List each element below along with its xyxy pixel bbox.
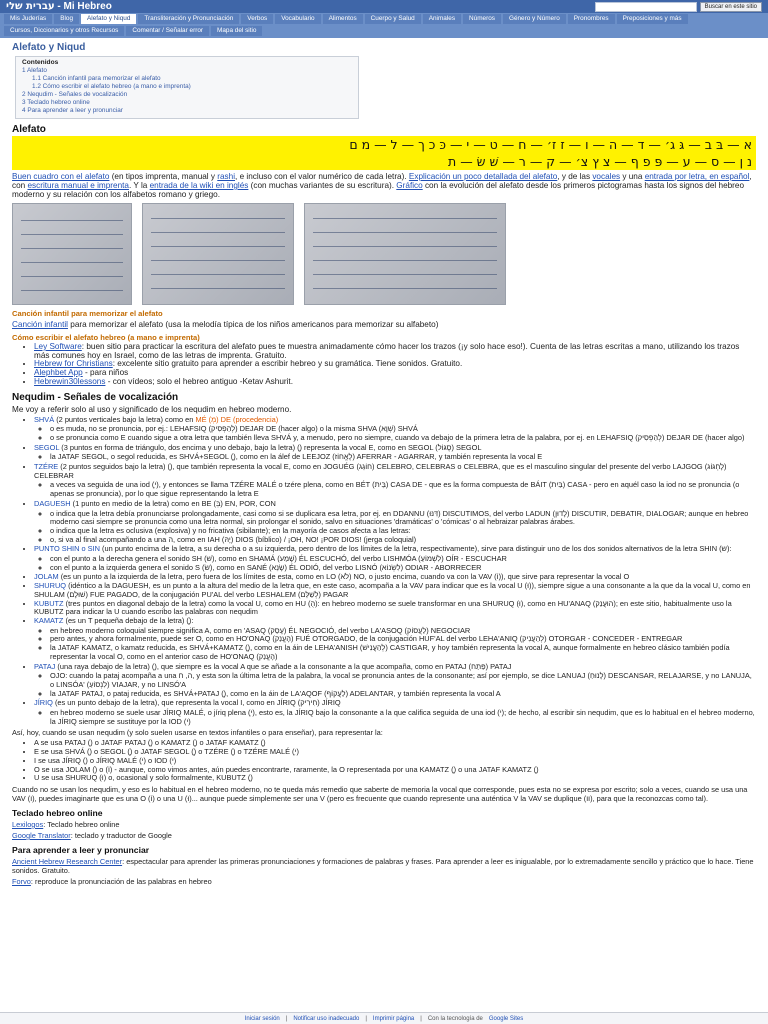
footer-report-link[interactable]: Notificar uso inadecuado (293, 1015, 360, 1022)
nequdim-sublist (34, 510, 756, 545)
nequdim-item (34, 545, 756, 572)
nequdim-subitem: ◦ o, si va al final acompañando a una ה, como en IAH (יָהּ) DIOS (bíblico) / ¡OH, NO! ¡POR DIOS! (jerga coloquial) (50, 536, 756, 545)
nav-tab[interactable]: Pronombres (568, 14, 615, 24)
nequdim-item (34, 582, 756, 599)
nequdim-description: (una raya debajo de la letra) (ַ), que siempre es la vocal A que se añade a la consonante a la que acompaña, como en PATAJ (פַּתַח) PATAJ (55, 661, 512, 671)
nequdim-item (34, 444, 756, 462)
vowel-summary-item: • O se usa JOLAM (ֹ) o (וֹ) - aunque, como vimos antes, aún puedes encontrarte, raramente, la O representada por una KAMATZ (ָ) o una JATAF KAMATZ (ֳ) (34, 766, 756, 775)
intro-text: , e incluso con el valor numérico de cada letra). (235, 172, 409, 181)
vowel-summary-list (12, 739, 756, 783)
nav-tab[interactable]: Preposiciones y más (617, 14, 688, 24)
footer-login-link[interactable]: Iniciar sesión (244, 1015, 280, 1022)
nequdim-name: DAGUESH (34, 498, 71, 508)
toc-link[interactable]: 4 Para aprender a leer y pronunciar (22, 107, 123, 114)
footer-separator: | (420, 1015, 422, 1022)
nequdim-sublist (34, 555, 756, 572)
nav-tab[interactable]: Vocabulario (275, 14, 320, 24)
nequdim-subitem: ◦ o indica que la letra es oclusiva (explosiva) y no fricativa (sibilante); en la mayoría de casos afecta a las letras: (50, 527, 756, 536)
alefato-banner-row-1: א — בּ ב — גּ ג׳ — ד — ה — ו — ז ז׳ — ח — ט — י — כּ כ ך — ל — מ ם (12, 136, 756, 153)
nav-tab[interactable]: Alefato y Niqud (81, 14, 136, 24)
song-text: para memorizar el alefato (usa la melodía típica de los niños americanos para memorizar su alfabeto) (67, 320, 439, 329)
nequdim-subitem: ◦ en hebreo moderno se suele usar JÍRIQ MALÉ, o jíriq plena (ִי), esto es, la JÍRIQ bajo la consonante a la que califica seguida de una iod (י); de hecho, al escribir sin nequdim, que es lo habitual en el hebreo moderno, la JÍRIQ siempre se sustituye por la IOD (י) (50, 709, 756, 726)
resource-link[interactable]: Hebrewin30lessons (34, 376, 106, 386)
nequdim-subitem: ◦ o es muda, no se pronuncia, por ej.: LEHAFSIQ (לְהַפְסִיק) DEJAR DE (hacer algo) o la misma SHVA (שְׁוָא) SHVÁ (50, 425, 756, 434)
learn-resources (12, 857, 756, 886)
song-paragraph (12, 320, 756, 329)
nequdim-closing: Cuando no se usan los nequdim, y eso es lo habitual en el hebreo moderno, no te queda más remedio que saberte de memoria la vocal que corresponde, pues esta no se expresa por escrito; solo a veces, cuando se usa una VAV (ו), puedes imaginarte que es una O (וֹ) o una U (וּ)... aunque puede simplemente ser una V (pero es frecuente que cuando represente una auténtica V la VAV se duplique (וו), para que la reconozcas como tal). (12, 784, 748, 803)
nequdim-subitem: ◦ o indica que la letra debía pronunciarse prolongadamente, casi como si se duplicara esa letra, por ej. en DDANNU (דִּנּוּ) DISCUTIMOS, del verbo LADUN (לָדוּן) DISCUTIR, DEBATIR, DIALOGAR; aunque en hebreo moderno casi siempre se pronuncia como una letra normal, sin prolongar el sonido, salvo en situaciones 'dramáticas' o 'cómicas' o al hebraizar palabras árabes. (50, 510, 756, 527)
nequdim-sublist (34, 709, 756, 726)
nequdim-subitem: ◦ en hebreo moderno coloquial siempre significa A, como en 'ASAQ (עָסַק) ÉL NEGOCIÓ, del verbo LA'ASOQ (לַעֲסוֹק) NEGOCIAR (50, 627, 756, 636)
nequdim-subitem: ◦ la JATAF KAMATZ, o kamatz reducida, es SHVÁ+KAMATZ (ֳ), como en la áin de LEHA'ANISH (לְהַעֲנִישׁ) CASTIGAR, y hoy también representa la vocal A, aunque formalmente en hebreo clásico también podía representar la vocal O, como en el anterior caso de HO'ONAQ (הָעֳנַק) (50, 644, 756, 661)
nequdim-sublist (34, 453, 756, 462)
resource-link[interactable]: Forvo (12, 876, 31, 886)
resource-item (34, 378, 756, 387)
resource-link[interactable]: Lexilogos (12, 819, 44, 829)
nequdim-sublist (34, 425, 756, 442)
intro-text: , y de las (557, 172, 593, 181)
link-rashi[interactable]: rashi (217, 172, 236, 181)
resource-description: - con vídeos; solo el hebreo antiguo -Ketav Ashurit. (105, 376, 293, 386)
nequdim-subitem: ◦ pero antes, y ahora formalmente, puede ser O, como en HO'ONAQ (הָעֳנַק) FUÉ OTORGADO, de la conjugación HUF'AL del verbo LEHA'ANIQ (לְהַעֲנִיק) OTORGAR - CONCEDER - ENTREGAR (50, 635, 756, 644)
resource-link[interactable]: Google Translator (12, 830, 71, 840)
section-heading-alefato: Alefato (12, 124, 46, 135)
nav-tab[interactable]: Animales (423, 14, 461, 24)
nequdim-name: PUNTO SHIN o SIN (34, 544, 100, 554)
alefato-intro (12, 172, 756, 199)
nequdim-subitem: ◦ la JATAF PATAJ, o pataj reducida, es SHVÁ+PATAJ (ֲ), como en la áin de LA'AQOF (לַעֲקוֹף) ADELANTAR, y también representa la vocal A (50, 690, 756, 699)
nequdim-subitem: ◦ con el punto a la derecha genera el sonido SH (שׁ), como en SHAMÁ (שָׁמַע) ÉL ESCUCHÓ, del verbo LISHMÓA (לִשְׁמוֹעַ) OÍR - ESCUCHAR (50, 555, 756, 564)
search-box (595, 2, 762, 12)
section-heading-nequdim: Nequdim - Señales de vocalización (12, 391, 179, 403)
intro-text: . Y la (128, 181, 150, 190)
resource-description: : teclado y traductor de Google (70, 830, 172, 840)
link-entrada-letra[interactable]: entrada por letra, en español (644, 172, 750, 181)
nequdim-summary-intro: Así, hoy, cuando se usan nequdim (y solo suelen usarse en textos infantiles o para enseñar), para representar la: (12, 728, 383, 738)
search-input[interactable] (595, 2, 697, 12)
nav-tab[interactable]: Género y Número (503, 14, 566, 24)
resource-item (12, 820, 756, 829)
nequdim-description: (1 punto en medio de la letra) como en BE (בְּ) EN, POR, CON (70, 498, 276, 508)
intro-text: y una (620, 172, 645, 181)
keyboard-resources (12, 820, 756, 840)
resource-description: : Teclado hebreo online (43, 819, 120, 829)
nav-tab[interactable]: Mapa del sitio (211, 26, 262, 36)
nav-tab[interactable]: Cuerpo y Salud (365, 14, 421, 24)
footer-print-link[interactable]: Imprimir página (372, 1015, 415, 1022)
vowel-summary-item: • A se usa PATAJ (ַ) o JATAF PATAJ (ֲ) o KAMATZ (ָ) o JATAF KAMATZ (ֳ) (34, 739, 756, 748)
vowel-summary-item: • U se usa SHURUQ (וּ) o, ocasional y solo formalmente, KUBUTZ (ֻ) (34, 774, 756, 783)
toc-link[interactable]: 2 Nequdim - Señales de vocalización (22, 91, 128, 98)
nequdim-item (34, 617, 756, 662)
nequdim-item (34, 416, 756, 443)
site-title-separator: - (54, 1, 64, 12)
handwriting-photo-1[interactable] (12, 203, 132, 305)
footer-google-sites-link[interactable]: Google Sites (488, 1015, 524, 1022)
section-heading-song: Canción infantil para memorizar el alefato (12, 309, 163, 318)
toc-link[interactable]: 3 Teclado hebreo online (22, 99, 90, 106)
section-heading-keyboard: Teclado hebreo online (12, 807, 103, 818)
site-footer (0, 1012, 768, 1024)
link-cancion-infantil[interactable]: Canción infantil (12, 320, 68, 329)
table-of-contents (15, 56, 359, 119)
nequdim-list (12, 416, 756, 727)
site-title-text: Mi Hebreo (63, 1, 112, 12)
nav-tab[interactable]: Alimentos (323, 14, 363, 24)
resource-description: : espectacular para aprender las primeras pronunciaciones y formaciones de palabras y frases. Para aprender a leer es inigualable, por lo extremadamente sencillo y práctico que lo hace. Tiene sonidos. Gratuito. (12, 856, 754, 875)
resource-description: : reproduce la pronunciación de las palabras en hebreo (30, 876, 212, 886)
nequdim-name: JÍRIQ (34, 698, 53, 708)
nequdim-intro: Me voy a referir solo al uso y significado de los nequdim en hebreo moderno. (12, 404, 292, 414)
nequdim-item (34, 663, 756, 699)
footer-separator: | (285, 1015, 288, 1022)
intro-text: , con (12, 172, 752, 190)
link-wiki-ingles[interactable]: entrada de la wiki en inglés (149, 181, 249, 190)
nequdim-subitem: ◦ la JATAF SEGOL, o segol reducida, es SHVÁ+SEGOL (ֱ), como en la álef de LEEJOZ (לֶאֱחוֹז) AFERRAR - AGARRAR, y también representa la vocal E (50, 453, 756, 462)
toc-link[interactable]: 1.1 Canción infantil para memorizar el alefato (32, 75, 161, 82)
nequdim-name: JOLAM (34, 572, 59, 582)
nequdim-name: KAMATZ (34, 615, 64, 625)
link-buen-cuadro[interactable]: Buen cuadro con el alefato (12, 172, 110, 181)
handwriting-photo-3[interactable] (304, 203, 506, 305)
footer-powered-text: Con la tecnología de (427, 1015, 483, 1022)
site-title-hebrew: עברית שלי (6, 1, 55, 12)
write-resources-list (12, 343, 756, 387)
handwriting-photos (12, 203, 756, 305)
site-header (0, 0, 768, 13)
resource-item (12, 877, 756, 886)
resource-item (34, 343, 756, 360)
section-heading-learn: Para aprender a leer y pronunciar (12, 844, 150, 855)
nequdim-subitem: ◦ OJO: cuando la pataj acompaña a una ה, ח, y esta son la última letra de la palabra, la vocal se pronuncia antes de la consonante; así por ejemplo, se dice LANUAJ (לָנוּחַ) DESCANSAR, RELAJARSE, y no LANUJA, o LINSÓA' (לִנְסוֹעַ) VIAJAR, y no LINSÓ'A (50, 672, 756, 689)
intro-text: (en tipos imprenta, manual y (109, 172, 218, 181)
resource-link[interactable]: Ley Software (34, 342, 82, 351)
nequdim-description: (idéntico a la DAGUESH, es un punto a la altura del medio de la letra que, en este caso, acompaña a la VAV para indicar que es la vocal U (וּ)), siempre sigue a una consonante a la que da la vocal U, como en SHULAM (שׁוּלָם) FUE PAGADO, de la conjugación PU'AL del verbo LESHALEM (לְשַׁלֵּם) PAGAR (34, 581, 751, 599)
nequdim-description: (es un T pequeña debajo de la letra) (ָ): (63, 615, 194, 625)
resource-link[interactable]: Ancient Hebrew Research Center (12, 856, 123, 866)
nequdim-name: KUBUTZ (34, 598, 64, 608)
resource-item (12, 857, 756, 875)
nav-tab[interactable]: Cursos, Diccionarios y otros Recursos (4, 26, 124, 36)
page-title: Alefato y Niqud (12, 42, 86, 53)
nav-tab[interactable]: Transliteración y Pronunciación (138, 14, 239, 24)
nequdim-item (34, 699, 756, 726)
nequdim-subitem: ◦ a veces va seguida de una iod (ֵי), y entonces se llama TZÉRE MALÉ o tzére plena, como en BÉT (בֵּית) CASA DE - que es la forma compuesta de BÁIT (בַּיִת) CASA - pero en aquél caso la iod no se pronuncia (o apenas se pronuncia), por lo que sigue representando la letra E (50, 481, 756, 498)
nequdim-name: TZÉRE (34, 462, 59, 472)
nav-tab[interactable]: Blog (54, 14, 79, 24)
nequdim-subitem: ◦ o se pronuncia como E cuando sigue a otra letra que también lleva SHVÁ y, a menudo, pero no siempre, cuando va debajo de la primera letra de la palabra, por ej. en LEHAFSIQ (לְהַפְסִיק) DEJAR DE (hacer algo) (50, 434, 756, 443)
vowel-summary-item: • E se usa SHVÁ (ְ) o SEGOL (ֶ) o JATAF SEGOL (ֱ) o TZÉRE (ֵ) o TZÉRE MALÉ (ֵי) (34, 748, 756, 757)
nequdim-name: PATAJ (34, 661, 56, 671)
nequdim-name: SEGOL (34, 442, 60, 452)
nav-tab[interactable]: Comentar / Señalar error (126, 26, 209, 36)
nequdim-name: SHVÁ (34, 414, 55, 424)
nequdim-description: (2 puntos seguidos bajo la letra) (ֵ), que también representa la vocal E, como en JOGUÉG (חוֹגֵג) CELEBRO, CELEBRAS o CELEBRA, que es el masculino singular del presente del verbo LAJGOG (לָחְגּוֹג) CELEBRAR (34, 462, 727, 480)
nequdim-description: (un punto encima de la letra, a su derecha o a su izquierda, pero dentro de los límites de la letra, respectivamente), sirve para distinguir uno de los dos sonidos alternativos de la letra SHIN (ש): (99, 544, 732, 554)
footer-separator: | (365, 1015, 367, 1022)
link-grafico[interactable]: Gráfico (396, 181, 423, 190)
nequdim-description: (2 puntos verticales bajo la letra) como en (54, 414, 196, 424)
toc-link[interactable]: 1.2 Cómo escribir el alefato hebreo (a mano e imprenta) (32, 83, 191, 90)
link-escritura-manual[interactable]: escritura manual e imprenta (27, 181, 129, 190)
toc-link[interactable]: 1 Alefato (22, 67, 47, 74)
intro-text: con la evolución del alefato desde los primeros pictogramas hasta los signos del hebreo moderno y su relación con los alfabetos romano y griego. (12, 181, 745, 199)
nequdim-description: (3 puntos en forma de triángulo, dos encima y uno debajo, bajo la letra) (ֶ) representa la vocal E, como en SEGOL (סֶגּוֹל) SEGOL (59, 442, 482, 452)
nequdim-subitem: ◦ con el punto a la izquierda genera el sonido S (שׂ), como en SANÉ (שָׂנֵא) ÉL ODIÓ, del verbo LISNÓ (לִשְׂנוֹא) ODIAR - ABORRECER (50, 564, 756, 573)
nequdim-item (34, 500, 756, 545)
main-content (0, 38, 768, 886)
intro-text: (con muchas variantes de su escritura). (248, 181, 397, 190)
nequdim-description: (tres puntos en diagonal debajo de la letra) como la vocal U, como en HU (הֻ): en hebreo moderno se suele transformar en una SHURUQ (וּ), como en HU'ANAQ (הוּעֲנַק); en este sitio, habitualmente uso la KUBUTZ para indicar la U cuando escribo las palabras con nequdim (34, 598, 732, 617)
nequdim-sublist (34, 481, 756, 498)
nequdim-sublist (34, 672, 756, 698)
nequdim-example: MÉ (מְ) DE (procedencia) (195, 414, 279, 424)
nav-tab[interactable]: Mis Juderías (4, 14, 52, 24)
nequdim-description: (es un punto a la izquierda de la letra, pero fuera de los límites de esta, como en LO (לֹא) NO, o justo encima, cuando va con la VAV (וֹ)), que sirve para representar la vocal O (58, 572, 630, 582)
resource-item (12, 831, 756, 840)
top-navigation (0, 13, 768, 38)
alefato-banner-row-2: נ ן — ס — ע — פּ פ ף — צ ץ צ׳ — ק — ר — שׁ שׂ — ת (12, 153, 756, 170)
nav-tab[interactable]: Verbos (241, 14, 273, 24)
nequdim-description: (es un punto debajo de la letra), que representa la vocal I, como en JÍRIQ (חִירִיק) JÍRIQ (52, 698, 341, 708)
search-button[interactable]: Buscar en este sitio (700, 2, 762, 12)
resource-description: : excelente sitio gratuito para aprender a escribir hebreo y su gramática. Tiene sonidos. Gratuito. (112, 359, 463, 369)
nequdim-sublist (34, 627, 756, 662)
nequdim-item (34, 463, 756, 499)
vowel-summary-item: • I se usa JÍRIQ (ִ) o JÍRIQ MALÉ (ִי) o IOD (י) (34, 757, 756, 766)
resource-link[interactable]: Alephbet App (34, 368, 83, 378)
nav-tab[interactable]: Números (463, 14, 501, 24)
resource-description: : buen sitio para practicar la escritura del alefato pues te muestra animadamente cómo hacer los trazos (¡y solo hace eso!). Cuenta de las letras escritas a mano, utilizando los trazos más comunes hoy en Israel, como de las letras de imprenta. Gratuito. (34, 342, 740, 360)
section-heading-write: Cómo escribir el alefato hebreo (a mano e imprenta) (12, 333, 200, 342)
toc-list (22, 67, 352, 115)
link-explicacion[interactable]: Explicación un poco detallada del alefato (408, 172, 558, 181)
link-vocales[interactable]: vocales (592, 172, 621, 181)
handwriting-photo-2[interactable] (142, 203, 294, 305)
resource-description: - para niños (82, 368, 129, 378)
nequdim-name: SHURUQ (34, 581, 67, 591)
resource-link[interactable]: Hebrew for Christians (34, 359, 113, 369)
resource-item (34, 360, 756, 369)
nequdim-item (34, 600, 756, 617)
toc-title: Contenidos (22, 59, 59, 66)
site-title[interactable] (6, 1, 112, 12)
